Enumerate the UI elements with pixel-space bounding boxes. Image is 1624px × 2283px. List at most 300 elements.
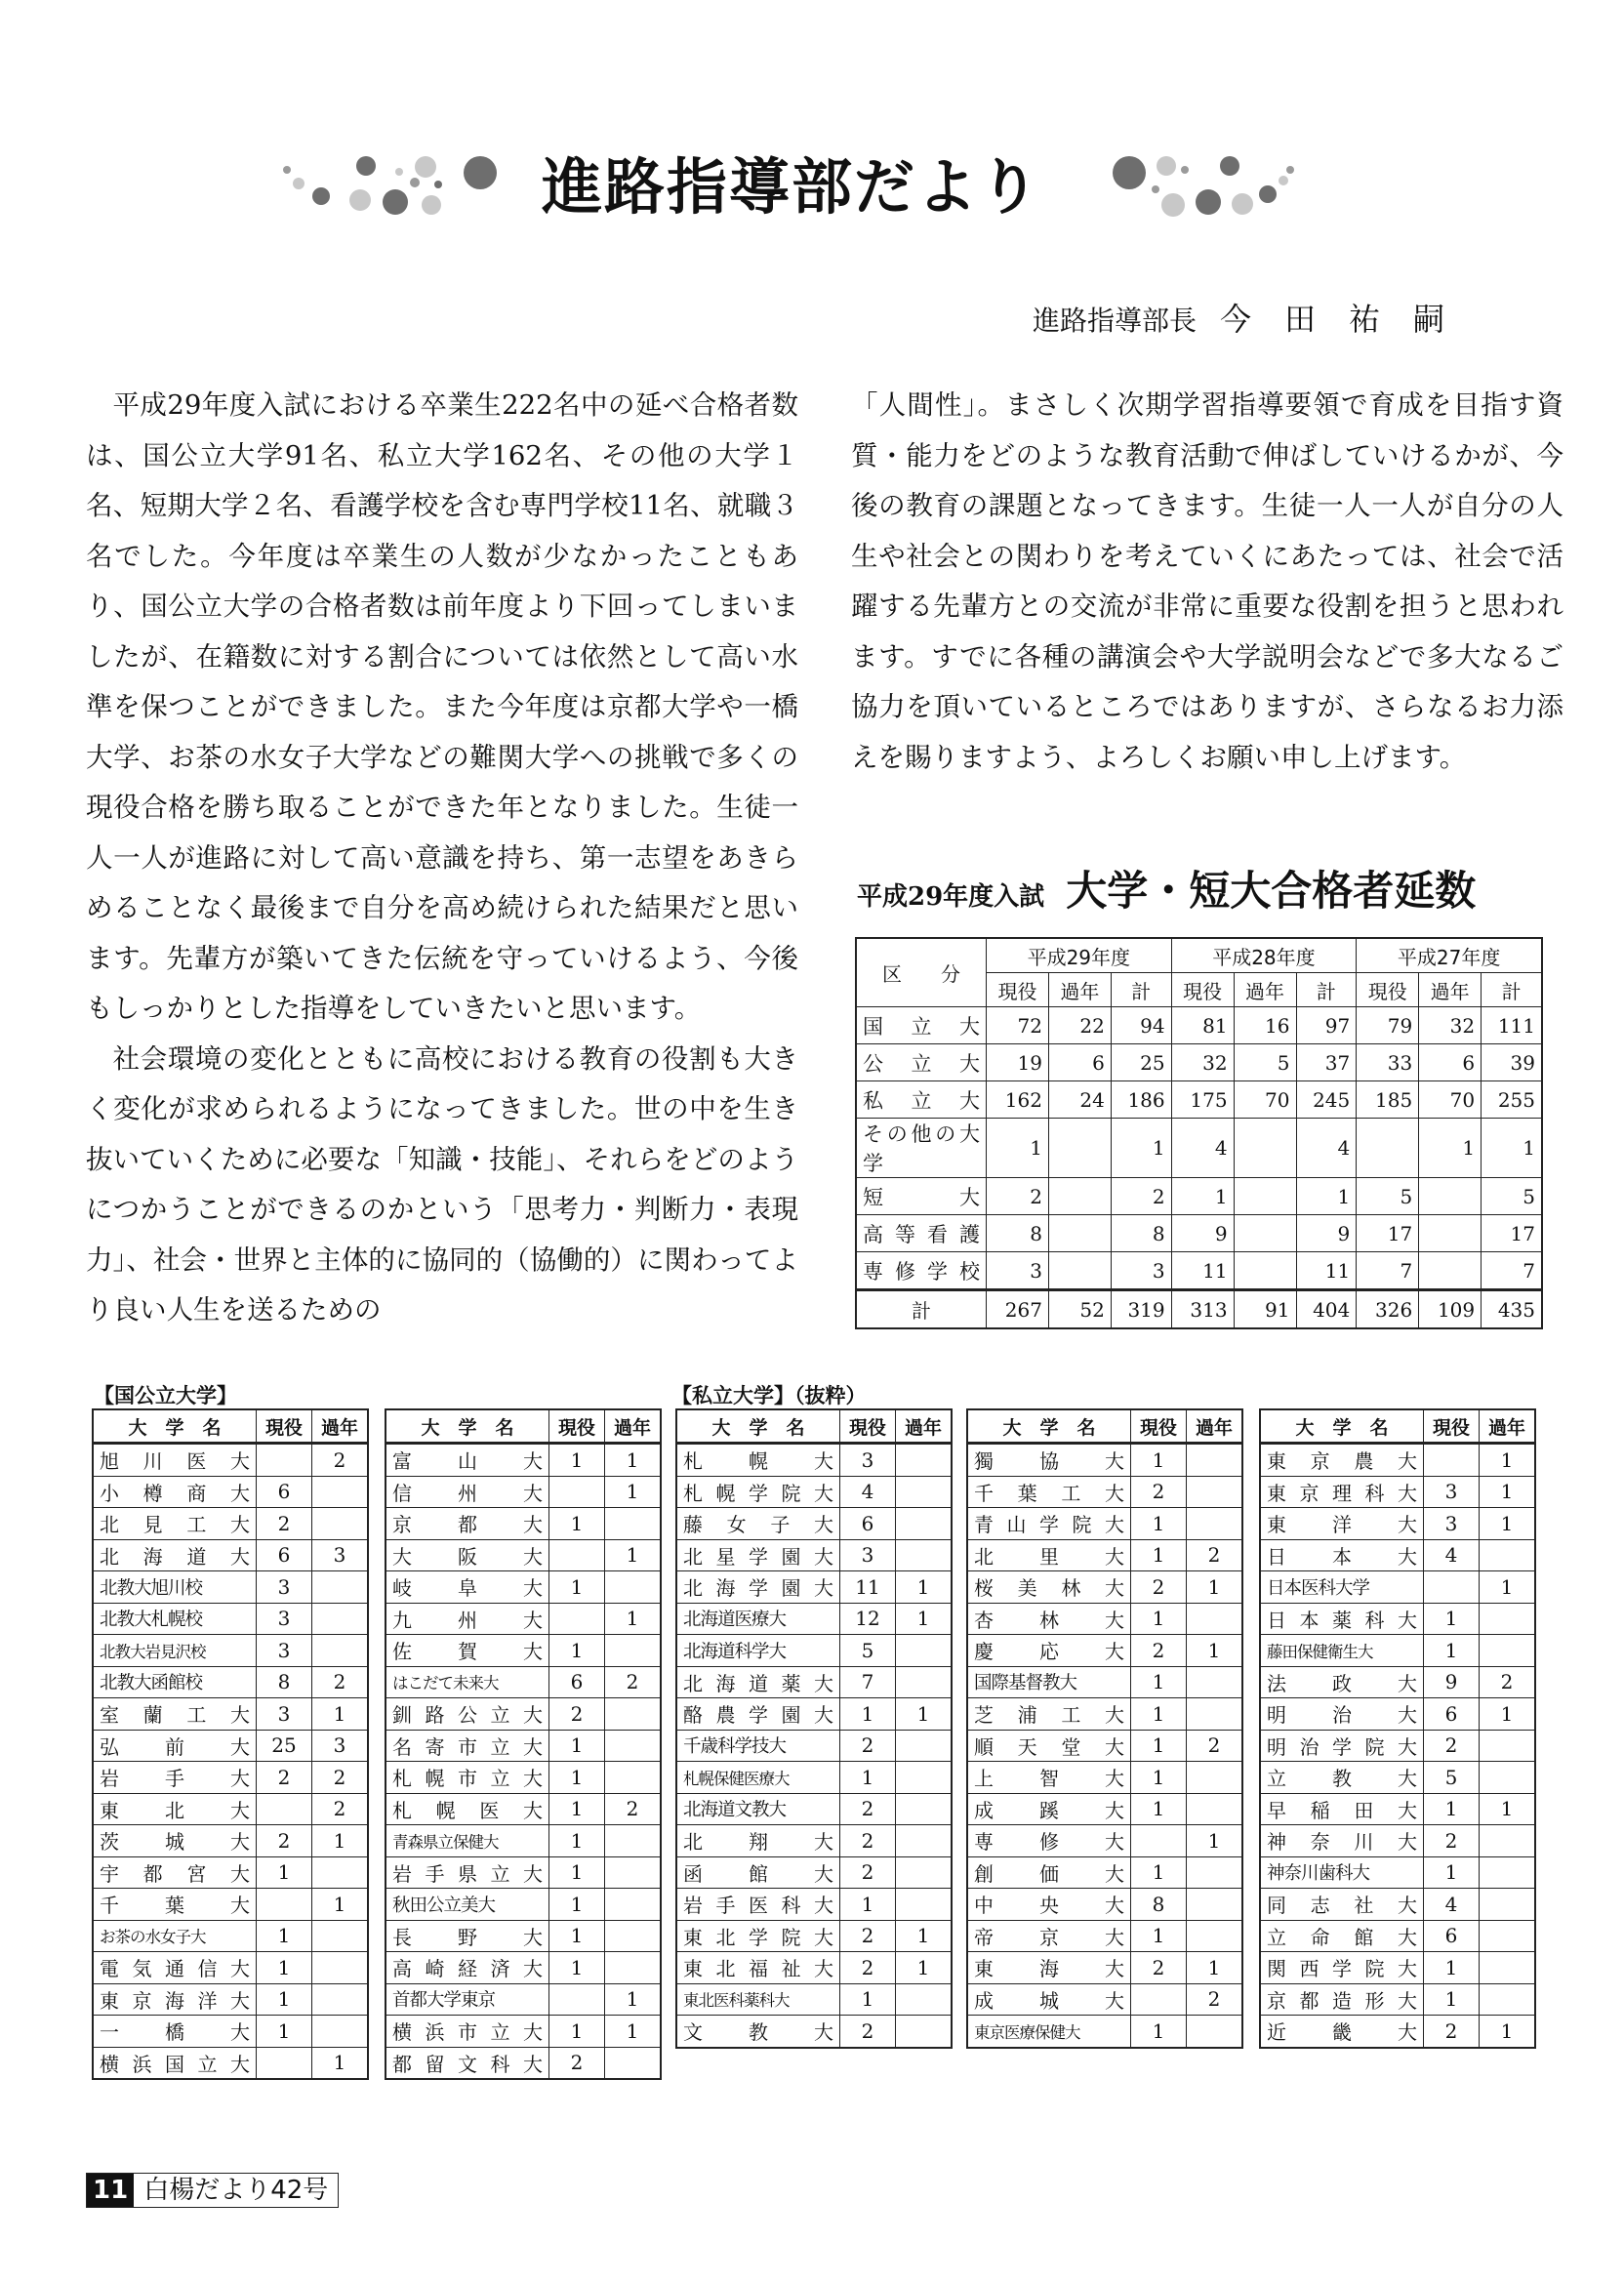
university-row — [386, 1730, 661, 1762]
current-count: 1 — [1131, 1793, 1187, 1825]
university-row — [93, 2016, 368, 2048]
current-count — [257, 1889, 312, 1921]
graduate-count — [1480, 1730, 1536, 1762]
university-name: 東洋大 — [1260, 1508, 1424, 1540]
university-name: 青山学院大 — [967, 1508, 1131, 1540]
university-row — [386, 1793, 661, 1825]
university-name-header: 大 学 名 — [676, 1409, 840, 1444]
university-row — [1260, 1508, 1535, 1540]
graduate-count: 2 — [1187, 1539, 1243, 1571]
graduate-count: 1 — [1480, 1444, 1536, 1477]
current-count: 1 — [1424, 1952, 1480, 1984]
decorative-dot-icon — [293, 178, 304, 189]
university-name: 京都造形大 — [1260, 1983, 1424, 2016]
private-university-table-1 — [675, 1408, 953, 2049]
current-count: 1 — [1424, 1983, 1480, 2016]
university-name: 岩手県立大 — [386, 1856, 549, 1889]
graduate-count — [1480, 1635, 1536, 1667]
summary-row — [856, 1081, 1542, 1119]
current-count: 1 — [1131, 2016, 1187, 2048]
decorative-dot-icon — [464, 156, 497, 189]
university-row — [676, 1698, 952, 1731]
university-row — [386, 1603, 661, 1635]
summary-cell: 255 — [1482, 1081, 1542, 1119]
university-name: 電気通信大 — [93, 1952, 257, 1984]
summary-cell: 97 — [1296, 1007, 1357, 1044]
graduate-count — [605, 1856, 662, 1889]
university-row — [93, 1539, 368, 1571]
decorative-dot-icon — [283, 166, 291, 174]
summary-cell: 24 — [1048, 1081, 1111, 1119]
graduate-count: 3 — [312, 1539, 369, 1571]
university-name: はこだて未来大 — [386, 1666, 549, 1698]
current-count: 3 — [257, 1635, 312, 1667]
graduate-count — [312, 1983, 369, 2016]
university-row — [676, 1952, 952, 1984]
private-university-table-2 — [966, 1408, 1243, 2049]
university-name: 岩手医科大 — [676, 1889, 840, 1921]
university-name: 北海道文教大 — [676, 1793, 840, 1825]
graduate-count — [605, 2047, 662, 2079]
university-row — [676, 1793, 952, 1825]
university-name: 弘前大 — [93, 1730, 257, 1762]
current-count: 1 — [549, 1856, 605, 1889]
summary-cell: 111 — [1482, 1007, 1542, 1044]
current-count: 2 — [840, 1920, 896, 1952]
graduate-count — [605, 1889, 662, 1921]
current-count: 1 — [1131, 1920, 1187, 1952]
current-count: 1 — [1131, 1856, 1187, 1889]
graduate-count: 1 — [605, 1983, 662, 2016]
publication-name: 白楊だより42号 — [143, 2176, 329, 2205]
page-title: 進路指導部だより — [542, 151, 1042, 223]
current-count: 1 — [1131, 1762, 1187, 1794]
university-name-header: 大 学 名 — [93, 1409, 257, 1444]
university-row — [1260, 1730, 1535, 1762]
university-row — [386, 1889, 661, 1921]
current-count: 1 — [840, 1698, 896, 1731]
summary-cell: 9 — [1171, 1215, 1234, 1252]
university-name: 東北学院大 — [676, 1920, 840, 1952]
university-name: 札幌医大 — [386, 1793, 549, 1825]
graduate-count — [605, 1762, 662, 1794]
current-count — [1131, 1825, 1187, 1857]
university-row — [386, 1952, 661, 1984]
university-row — [386, 1698, 661, 1731]
graduate-count: 2 — [312, 1793, 369, 1825]
sub-header: 過年 — [1419, 973, 1482, 1007]
graduate-count: 1 — [1480, 1571, 1536, 1604]
university-row — [676, 1920, 952, 1952]
university-row — [1260, 1444, 1535, 1477]
current-student-header: 現役 — [1131, 1409, 1187, 1444]
summary-total-row — [856, 1290, 1542, 1329]
university-name: 北里大 — [967, 1539, 1131, 1571]
university-name: 信州大 — [386, 1476, 549, 1508]
current-count — [1131, 1983, 1187, 2016]
current-count: 1 — [549, 1508, 605, 1540]
university-row — [1260, 1603, 1535, 1635]
current-count: 8 — [1131, 1889, 1187, 1921]
university-name: 東京農大 — [1260, 1444, 1424, 1477]
current-count: 1 — [840, 1889, 896, 1921]
graduate-count: 1 — [1480, 1698, 1536, 1731]
current-count: 2 — [257, 1508, 312, 1540]
university-name: 旭川医大 — [93, 1444, 257, 1477]
university-row — [93, 1635, 368, 1667]
university-row — [93, 1571, 368, 1604]
university-row — [676, 1889, 952, 1921]
university-name: 岐阜大 — [386, 1571, 549, 1604]
decorative-dot-icon — [1196, 189, 1221, 215]
current-count — [549, 1476, 605, 1508]
graduate-count — [896, 1889, 953, 1921]
university-row — [1260, 1762, 1535, 1794]
university-name: 芝浦工大 — [967, 1698, 1131, 1731]
university-row — [93, 1889, 368, 1921]
university-row — [386, 1476, 661, 1508]
summary-cell: 39 — [1482, 1044, 1542, 1081]
summary-cell: 1 — [1171, 1178, 1234, 1215]
summary-cell: 94 — [1111, 1007, 1171, 1044]
university-name: 高崎経済大 — [386, 1952, 549, 1984]
current-count: 2 — [840, 1856, 896, 1889]
summary-row — [856, 1252, 1542, 1290]
university-row — [676, 1539, 952, 1571]
current-count: 3 — [1424, 1508, 1480, 1540]
current-count: 6 — [1424, 1920, 1480, 1952]
graduate-count — [312, 1856, 369, 1889]
current-count: 2 — [840, 1730, 896, 1762]
graduate-count — [312, 1920, 369, 1952]
current-count: 1 — [1131, 1603, 1187, 1635]
graduate-count: 2 — [312, 1444, 369, 1477]
current-count: 1 — [549, 1571, 605, 1604]
graduate-count: 1 — [1480, 1476, 1536, 1508]
current-count: 1 — [257, 1920, 312, 1952]
university-row — [967, 1666, 1242, 1698]
current-count: 5 — [840, 1635, 896, 1667]
current-count: 12 — [840, 1603, 896, 1635]
summary-cell: 70 — [1234, 1081, 1296, 1119]
university-row — [93, 1698, 368, 1731]
current-count: 2 — [1131, 1952, 1187, 1984]
university-name: 東海大 — [967, 1952, 1131, 1984]
university-name: 北教大札幌校 — [93, 1603, 257, 1635]
current-count: 1 — [1424, 1635, 1480, 1667]
summary-cell: 8 — [1111, 1215, 1171, 1252]
university-row — [386, 1444, 661, 1477]
article-right-column — [851, 381, 1563, 783]
university-row — [676, 1603, 952, 1635]
university-row — [967, 1952, 1242, 1984]
summary-row-label: 国立大 — [856, 1007, 987, 1044]
summary-cell: 72 — [987, 1007, 1049, 1044]
university-row — [1260, 1698, 1535, 1731]
current-count: 2 — [1131, 1476, 1187, 1508]
current-count: 1 — [1131, 1698, 1187, 1731]
university-row — [1260, 1571, 1535, 1604]
university-row — [93, 1444, 368, 1477]
university-row — [676, 1476, 952, 1508]
summary-cell: 109 — [1419, 1290, 1482, 1329]
summary-cell: 6 — [1048, 1044, 1111, 1081]
university-name-header: 大 学 名 — [1260, 1409, 1424, 1444]
current-count: 1 — [1424, 1856, 1480, 1889]
summary-row-label: その他の大学 — [856, 1119, 987, 1178]
graduate-count — [1480, 1539, 1536, 1571]
summary-cell — [1234, 1252, 1296, 1290]
sub-header: 計 — [1296, 973, 1357, 1007]
summary-cell: 32 — [1171, 1044, 1234, 1081]
decorative-dot-icon — [349, 189, 371, 211]
university-name: 小樽商大 — [93, 1476, 257, 1508]
current-count: 6 — [1424, 1698, 1480, 1731]
university-row — [676, 1571, 952, 1604]
sub-header: 過年 — [1234, 973, 1296, 1007]
university-row — [93, 2047, 368, 2079]
university-name-header: 大 学 名 — [967, 1409, 1131, 1444]
university-row — [386, 1825, 661, 1857]
graduate-count: 1 — [605, 1476, 662, 1508]
article-left-column — [86, 381, 798, 1336]
current-count: 6 — [840, 1508, 896, 1540]
decorative-dot-icon — [415, 156, 436, 178]
university-row — [93, 1730, 368, 1762]
graduate-count — [896, 2016, 953, 2048]
current-count: 9 — [1424, 1666, 1480, 1698]
graduate-count — [1187, 1603, 1243, 1635]
graduate-count: 1 — [1187, 1635, 1243, 1667]
university-name: 成蹊大 — [967, 1793, 1131, 1825]
graduate-count — [896, 1983, 953, 2016]
graduate-count: 1 — [312, 1825, 369, 1857]
university-row — [386, 1635, 661, 1667]
university-name: 東京海洋大 — [93, 1983, 257, 2016]
graduate-count — [896, 1476, 953, 1508]
graduate-count: 1 — [896, 1952, 953, 1984]
graduate-count — [605, 1508, 662, 1540]
university-row — [967, 1793, 1242, 1825]
university-name: 一橋大 — [93, 2016, 257, 2048]
university-name: 国際基督教大 — [967, 1666, 1131, 1698]
summary-cell — [1419, 1178, 1482, 1215]
decorative-dot-icon — [1113, 156, 1146, 189]
graduate-count: 1 — [1480, 1793, 1536, 1825]
graduate-count — [1187, 1793, 1243, 1825]
summary-cell: 37 — [1296, 1044, 1357, 1081]
summary-cell: 17 — [1482, 1215, 1542, 1252]
graduate-count — [1187, 1920, 1243, 1952]
university-name: 立命館大 — [1260, 1920, 1424, 1952]
university-row — [967, 1762, 1242, 1794]
university-name: 北海道医療大 — [676, 1603, 840, 1635]
university-row — [1260, 1889, 1535, 1921]
summary-cell: 267 — [987, 1290, 1049, 1329]
graduate-count: 1 — [605, 2016, 662, 2048]
current-count: 1 — [549, 1825, 605, 1857]
summary-heading-main: 大学・短大合格者延数 — [1066, 867, 1477, 915]
summary-cell: 9 — [1296, 1215, 1357, 1252]
graduate-count — [1187, 1889, 1243, 1921]
decorative-dot-icon — [434, 181, 442, 188]
university-row — [1260, 1539, 1535, 1571]
university-name: 名寄市立大 — [386, 1730, 549, 1762]
university-row — [967, 1476, 1242, 1508]
summary-cell — [1419, 1252, 1482, 1290]
summary-row-label: 私立大 — [856, 1081, 987, 1119]
university-row — [1260, 1635, 1535, 1667]
decorative-dot-icon — [356, 156, 376, 176]
university-row — [676, 1856, 952, 1889]
university-name: 明治大 — [1260, 1698, 1424, 1731]
summary-cell: 11 — [1171, 1252, 1234, 1290]
current-count: 2 — [1424, 1730, 1480, 1762]
summary-cell: 185 — [1357, 1081, 1419, 1119]
university-row — [967, 1889, 1242, 1921]
summary-cell: 5 — [1234, 1044, 1296, 1081]
university-name: 藤田保健衛生大 — [1260, 1635, 1424, 1667]
graduate-count — [312, 1508, 369, 1540]
graduate-count — [1187, 1666, 1243, 1698]
university-name: 関西学院大 — [1260, 1952, 1424, 1984]
current-count: 1 — [840, 1983, 896, 2016]
summary-row — [856, 1007, 1542, 1044]
summary-cell — [1048, 1119, 1111, 1178]
graduate-count — [1187, 2016, 1243, 2048]
university-name: 立教大 — [1260, 1762, 1424, 1794]
current-count — [549, 1603, 605, 1635]
graduate-count — [312, 2016, 369, 2048]
graduate-count: 1 — [605, 1539, 662, 1571]
current-count: 1 — [549, 1730, 605, 1762]
university-name: 都留文科大 — [386, 2047, 549, 2079]
summary-cell: 2 — [987, 1178, 1049, 1215]
graduate-count — [605, 1952, 662, 1984]
summary-cell: 4 — [1296, 1119, 1357, 1178]
graduate-header: 過年 — [312, 1409, 369, 1444]
summary-cell: 319 — [1111, 1290, 1171, 1329]
university-row — [967, 1698, 1242, 1731]
university-row — [93, 1476, 368, 1508]
graduate-count: 1 — [1187, 1952, 1243, 1984]
university-name: 同志社大 — [1260, 1889, 1424, 1921]
university-row — [93, 1666, 368, 1698]
graduate-count: 1 — [605, 1603, 662, 1635]
university-row — [1260, 1825, 1535, 1857]
author-role: 進路指導部長 — [1033, 305, 1198, 337]
university-row — [676, 1508, 952, 1540]
university-name: 文教大 — [676, 2016, 840, 2048]
summary-cell: 4 — [1171, 1119, 1234, 1178]
university-row — [676, 2016, 952, 2048]
university-row — [676, 1635, 952, 1667]
current-count: 3 — [257, 1603, 312, 1635]
graduate-count: 2 — [1187, 1730, 1243, 1762]
graduate-count — [1187, 1856, 1243, 1889]
university-name: 青森県立保健大 — [386, 1825, 549, 1857]
university-name: 北見工大 — [93, 1508, 257, 1540]
decorative-dot-icon — [1161, 193, 1185, 217]
current-count: 1 — [257, 1856, 312, 1889]
current-count: 7 — [840, 1666, 896, 1698]
university-name: 中央大 — [967, 1889, 1131, 1921]
article-paragraph: 社会環境の変化とともに高校における教育の役割も大きく変化が求められるようになってきました。世の中を生き抜いていくために必要な「知識・技能」、それらをどのようにつかうことができるのかという「思考力・判断力・表現力」、社会・世界と主体的に協同的（協働的）に関わってより良い人生を送るための — [86, 1042, 798, 1325]
current-count: 2 — [840, 1793, 896, 1825]
university-name: 藤女子大 — [676, 1508, 840, 1540]
current-count: 1 — [1131, 1508, 1187, 1540]
summary-cell: 91 — [1234, 1290, 1296, 1329]
summary-row-label: 専修学校 — [856, 1252, 987, 1290]
graduate-count — [1480, 1983, 1536, 2016]
university-row — [93, 1983, 368, 2016]
current-count: 2 — [840, 2016, 896, 2048]
summary-cell: 7 — [1482, 1252, 1542, 1290]
university-name: 宇都宮大 — [93, 1856, 257, 1889]
current-student-header: 現役 — [549, 1409, 605, 1444]
sub-header: 現役 — [1171, 973, 1234, 1007]
graduate-count — [312, 1476, 369, 1508]
graduate-count — [896, 1730, 953, 1762]
decorative-dot-icon — [1232, 193, 1253, 215]
graduate-count — [1480, 1825, 1536, 1857]
university-name: 佐賀大 — [386, 1635, 549, 1667]
current-count — [549, 1983, 605, 2016]
summary-row-label: 高等看護 — [856, 1215, 987, 1252]
summary-cell: 313 — [1171, 1290, 1234, 1329]
current-count: 25 — [257, 1730, 312, 1762]
university-name: 東京医療保健大 — [967, 2016, 1131, 2048]
university-name: 日本大 — [1260, 1539, 1424, 1571]
graduate-count — [1187, 1476, 1243, 1508]
current-count: 2 — [1131, 1571, 1187, 1604]
sub-header: 過年 — [1048, 973, 1111, 1007]
current-count: 2 — [1424, 2016, 1480, 2048]
current-count: 2 — [549, 1698, 605, 1731]
current-count: 1 — [549, 1889, 605, 1921]
graduate-header: 過年 — [896, 1409, 953, 1444]
graduate-count: 1 — [1187, 1825, 1243, 1857]
university-name: 札幌市立大 — [386, 1762, 549, 1794]
university-row — [967, 1856, 1242, 1889]
graduate-count — [605, 1825, 662, 1857]
graduate-count: 2 — [1480, 1666, 1536, 1698]
summary-cell: 79 — [1357, 1007, 1419, 1044]
university-row — [967, 1825, 1242, 1857]
university-name: 北教大岩見沢校 — [93, 1635, 257, 1667]
graduate-count — [1480, 1603, 1536, 1635]
university-row — [676, 1983, 952, 2016]
university-row — [967, 1983, 1242, 2016]
current-count — [549, 1539, 605, 1571]
summary-cell: 435 — [1482, 1290, 1542, 1329]
university-name: 日本薬科大 — [1260, 1603, 1424, 1635]
current-count: 6 — [257, 1476, 312, 1508]
graduate-count: 1 — [605, 1444, 662, 1477]
graduate-count: 2 — [605, 1666, 662, 1698]
university-row — [1260, 1666, 1535, 1698]
graduate-count — [896, 1539, 953, 1571]
summary-cell: 8 — [987, 1215, 1049, 1252]
university-row — [967, 1920, 1242, 1952]
university-name: 大阪大 — [386, 1539, 549, 1571]
university-name: 横浜国立大 — [93, 2047, 257, 2079]
graduate-count: 2 — [312, 1666, 369, 1698]
decorative-dot-icon — [1286, 166, 1294, 174]
decorative-dot-icon — [312, 187, 330, 205]
graduate-count — [1187, 1508, 1243, 1540]
private-university-table-3 — [1259, 1408, 1536, 2049]
